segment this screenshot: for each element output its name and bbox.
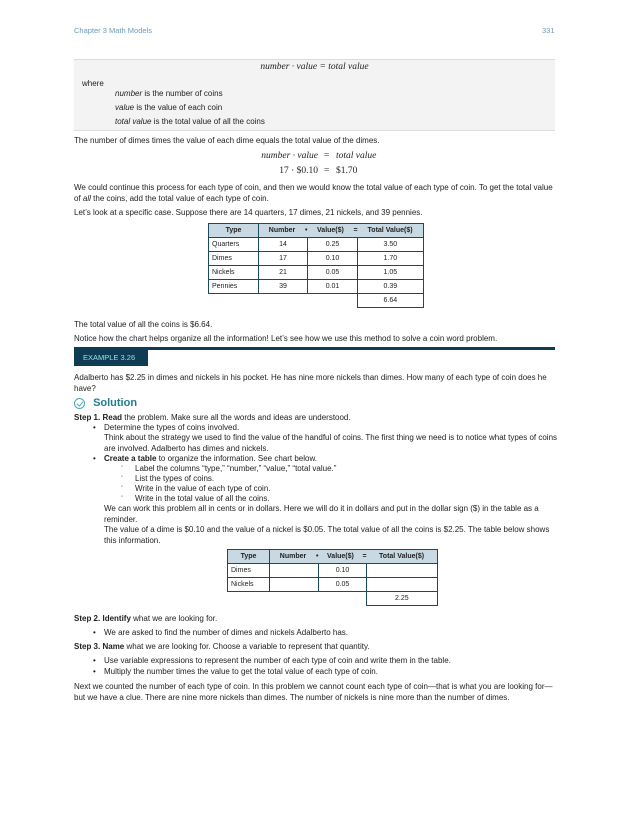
final-paragraph: Next we counted the number of each type of coin. In this problem we cannot count each type of coin—that is what you are looking for—but we have a clue. There are nine more nickels than dimes. The number of nickels is nine more than the number of dimes. [74, 682, 553, 702]
col-type: Type [209, 224, 259, 238]
col-equals: = [362, 550, 366, 564]
def-value: value is the value of each coin [115, 103, 223, 112]
paragraph-continue: We could continue this process for each type of coin, and then we would know the total value of each type of coin. To get the total value of all the coins, add the total value of each type of coin. [74, 183, 553, 203]
solution-label: Solution [93, 397, 138, 409]
col-equals: = [353, 224, 357, 238]
formula-equation: number · value = total value [260, 62, 369, 72]
step1-bullet1: Determine the types of coins involved. [104, 423, 240, 432]
example-problem: Adalberto has $2.25 in dimes and nickels in his pocket. He has nine more nickels than dimes. How many of each type of coin does he have? [74, 373, 547, 393]
step1: Step 1. Read the problem. Make sure all the words and ideas are understood. [74, 413, 351, 422]
bullet-icon: • [93, 656, 96, 665]
def-total-value: total value is the total value of all the coins [115, 117, 265, 126]
col-type: Type [228, 550, 270, 564]
eq-left-1: number · value [261, 151, 318, 161]
example-label-box [74, 350, 148, 366]
where-label: where [82, 79, 104, 88]
eq-right-2: $1.70 [336, 166, 358, 176]
sub-bullet-4: Write in the total value of all the coins. [135, 494, 270, 503]
sub-bullet-icon: ◦ [121, 494, 124, 500]
step1-bullet1-text: Think about the strategy we used to find the value of the handful of coins. The first thing we need is to notice what types of coins are involved. Adalberto has dimes and nickels. [104, 433, 558, 453]
col-dot: • [316, 550, 318, 564]
table-row: Nickels 0.05 [228, 578, 438, 592]
step1-bullet2: Create a table to organize the information. See chart below. [104, 454, 318, 463]
col-number: Number [259, 224, 306, 238]
step3-bullet1: Use variable expressions to represent the number of each type of coin and write them in the table. [104, 656, 451, 665]
bullet-icon: • [93, 667, 96, 676]
paragraph-specific-case: Let’s look at a specific case. Suppose there are 14 quarters, 17 dimes, 21 nickels, and 39 pennies. [74, 208, 423, 217]
step3-bullet2: Multiply the number times the value to get the total value of each type of coin. [104, 667, 378, 676]
sub-bullet-icon: ◦ [121, 484, 124, 490]
coin-values-text: The value of a dime is $0.10 and the value of a nickel is $0.05. The total value of all the coins is $2.25. The table below shows this information. [104, 525, 550, 545]
example-label: EXAMPLE 3.26 [83, 353, 136, 362]
table-total-row [209, 294, 424, 308]
col-dot: • [305, 224, 307, 238]
col-number: Number [270, 550, 317, 564]
table-row: Dimes 17 0.10 1.70 [209, 252, 424, 266]
col-value: Value($) [307, 224, 353, 238]
bullet-icon: • [93, 454, 96, 463]
sub-bullet-icon: ◦ [121, 474, 124, 480]
def-number: number is the number of coins [115, 89, 223, 98]
coin-table-1 [208, 223, 424, 308]
eq-left-2: 17 · $0.10 [279, 166, 318, 176]
paragraph-dimes: The number of dimes times the value of each dime equals the total value of the dimes. [74, 136, 380, 145]
bullet-icon: • [93, 423, 96, 432]
cents-dollars-text: We can work this problem all in cents or in dollars. Here we will do it in dollars and put in the dollar sign ($) in the table as a reminder. [104, 504, 539, 524]
col-value: Value($) [318, 550, 362, 564]
formula-box [74, 59, 555, 131]
step2-bullet1: We are asked to find the number of dimes and nickels Adalberto has. [104, 628, 348, 637]
col-total: Total Value($) [358, 224, 424, 238]
coin-table-2 [227, 549, 438, 606]
step3: Step 3. Name what we are looking for. Choose a variable to represent that quantity. [74, 642, 370, 651]
table-total-row [228, 592, 438, 606]
table-row: Dimes 0.10 [228, 564, 438, 578]
check-circle-icon [74, 398, 85, 409]
table-row: Quarters 14 0.25 3.50 [209, 238, 424, 252]
paragraph-total: The total value of all the coins is $6.64. [74, 320, 213, 329]
eq-sign-1: = [324, 151, 330, 161]
paragraph-notice: Notice how the chart helps organize all the information! Let’s see how we use this method to solve a coin word problem. [74, 334, 498, 343]
sub-bullet-1: Label the columns “type,” “number,” “value,” “total value.” [135, 464, 337, 473]
sub-bullet-2: List the types of coins. [135, 474, 215, 483]
sub-bullet-icon: ◦ [121, 464, 124, 470]
chapter-header: Chapter 3 Math Models [74, 26, 152, 35]
step2: Step 2. Identify what we are looking for. [74, 614, 218, 623]
solution-heading [74, 397, 137, 409]
total-value-cell: 2.25 [367, 592, 438, 606]
table-row: Pennies 39 0.01 0.39 [209, 280, 424, 294]
bullet-icon: • [93, 628, 96, 637]
table-row: Nickels 21 0.05 1.05 [209, 266, 424, 280]
page-number: 331 [542, 26, 555, 35]
sub-bullet-3: Write in the value of each type of coin. [135, 484, 271, 493]
eq-right-1: total value [336, 151, 377, 161]
col-total: Total Value($) [367, 550, 438, 564]
eq-sign-2: = [324, 166, 330, 176]
total-value-cell: 6.64 [358, 294, 424, 308]
